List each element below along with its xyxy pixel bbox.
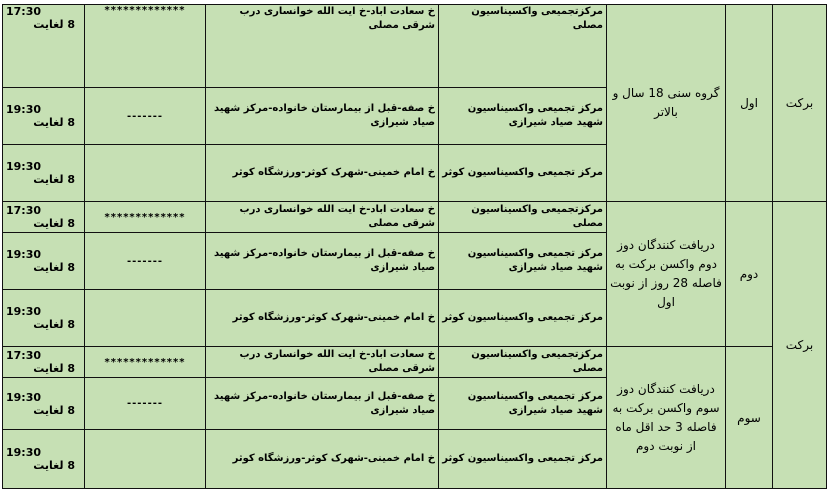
address-cell: خ امام خمینی-شهرک کوثر-ورزشگاه کوثر	[206, 430, 439, 489]
closing-time: 19:30	[6, 446, 42, 459]
dose-number-cell: اول	[726, 5, 773, 202]
address-cell: خ امام خمینی-شهرک کوثر-ورزشگاه کوثر	[206, 145, 439, 202]
vaccination-center-cell: مرکز تجمیعی واکسیناسیون کوثر	[439, 145, 607, 202]
dose-number-cell: سوم	[726, 347, 773, 489]
vaccination-center-cell: مرکز تجمیعی واکسیناسیون شهید صیاد شیرازی	[439, 88, 607, 145]
hours-cell	[3, 378, 85, 430]
hours-cell	[3, 145, 85, 202]
hours-cell	[3, 233, 85, 290]
vaccination-center-cell: مرکز تجمیعی واکسیناسیون شهید صیاد شیرازی	[439, 233, 607, 290]
address-cell: خ امام خمینی-شهرک کوثر-ورزشگاه کوثر	[206, 290, 439, 347]
vaccination-center-cell: مرکزتجمیعی واکسیناسیون مصلی	[439, 5, 607, 88]
address-cell: خ سعادت اباد-خ ایت الله خوانساری درب شرقی مصلی	[206, 202, 439, 233]
date-range: 8 لغایت	[33, 173, 75, 186]
eligible-group-cell: دریافت کنندگان دوز دوم واکسن برکت به فاصله 28 روز از نوبت اول	[607, 202, 726, 347]
address-cell: خ صفه-قبل از بیمارستان خانواده-مرکز شهید صیاد شیرازی	[206, 88, 439, 145]
vaccination-schedule-table	[2, 4, 827, 489]
dose-number-cell: دوم	[726, 202, 773, 347]
closing-time: 19:30	[6, 305, 42, 318]
note-cell	[85, 145, 206, 202]
note-cell: -------	[85, 378, 206, 430]
address-cell: خ صفه-قبل از بیمارستان خانواده-مرکز شهید صیاد شیرازی	[206, 378, 439, 430]
hours-cell	[3, 88, 85, 145]
hours-cell	[3, 202, 85, 233]
vaccination-center-cell: مرکز تجمیعی واکسیناسیون شهید صیاد شیرازی	[439, 378, 607, 430]
note-cell	[85, 430, 206, 489]
hours-cell	[3, 430, 85, 489]
table-row	[3, 5, 827, 88]
vaccination-center-cell: مرکز تجمیعی واکسیناسیون کوثر	[439, 290, 607, 347]
closing-time: 19:30	[6, 160, 42, 173]
vaccine-name-cell: برکت	[773, 5, 827, 202]
note-cell: *************	[85, 202, 206, 233]
note-cell: *************	[85, 5, 206, 88]
date-range: 8 لغایت	[33, 217, 75, 230]
vaccination-center-cell: مرکز تجمیعی واکسیناسیون کوثر	[439, 430, 607, 489]
hours-cell	[3, 347, 85, 378]
closing-time: 19:30	[6, 103, 42, 116]
closing-time: 19:30	[6, 248, 42, 261]
note-cell: -------	[85, 88, 206, 145]
date-range: 8 لغایت	[33, 116, 75, 129]
table-row	[3, 202, 827, 233]
date-range: 8 لغایت	[33, 318, 75, 331]
address-cell: خ صفه-قبل از بیمارستان خانواده-مرکز شهید صیاد شیرازی	[206, 233, 439, 290]
note-cell	[85, 290, 206, 347]
note-cell: *************	[85, 347, 206, 378]
date-range: 8 لغایت	[33, 362, 75, 375]
closing-time: 17:30	[6, 204, 42, 217]
closing-time: 17:30	[6, 5, 42, 18]
note-cell: -------	[85, 233, 206, 290]
date-range: 8 لغایت	[33, 18, 75, 31]
closing-time: 19:30	[6, 390, 42, 404]
vaccine-name-cell: برکت	[773, 202, 827, 489]
address-cell: خ سعادت اباد-خ ایت الله خوانساری درب شرقی مصلی	[206, 5, 439, 88]
vaccination-center-cell: مرکزتجمیعی واکسیناسیون مصلی	[439, 202, 607, 233]
eligible-group-cell: دریافت کنندگان دوز سوم واکسن برکت به فاصله 3 حد اقل ماه از نوبت دوم	[607, 347, 726, 489]
hours-cell	[3, 290, 85, 347]
vaccination-center-cell: مرکزتجمیعی واکسیناسیون مصلی	[439, 347, 607, 378]
eligible-group-cell: گروه سنی 18 سال و بالاتر	[607, 5, 726, 202]
closing-time: 17:30	[6, 349, 42, 362]
date-range: 8 لغایت	[33, 459, 75, 472]
table-row	[3, 347, 827, 378]
date-range: 8 لغایت	[33, 403, 75, 417]
hours-cell	[3, 5, 85, 88]
date-range: 8 لغایت	[33, 261, 75, 274]
address-cell: خ سعادت اباد-خ ایت الله خوانساری درب شرقی مصلی	[206, 347, 439, 378]
